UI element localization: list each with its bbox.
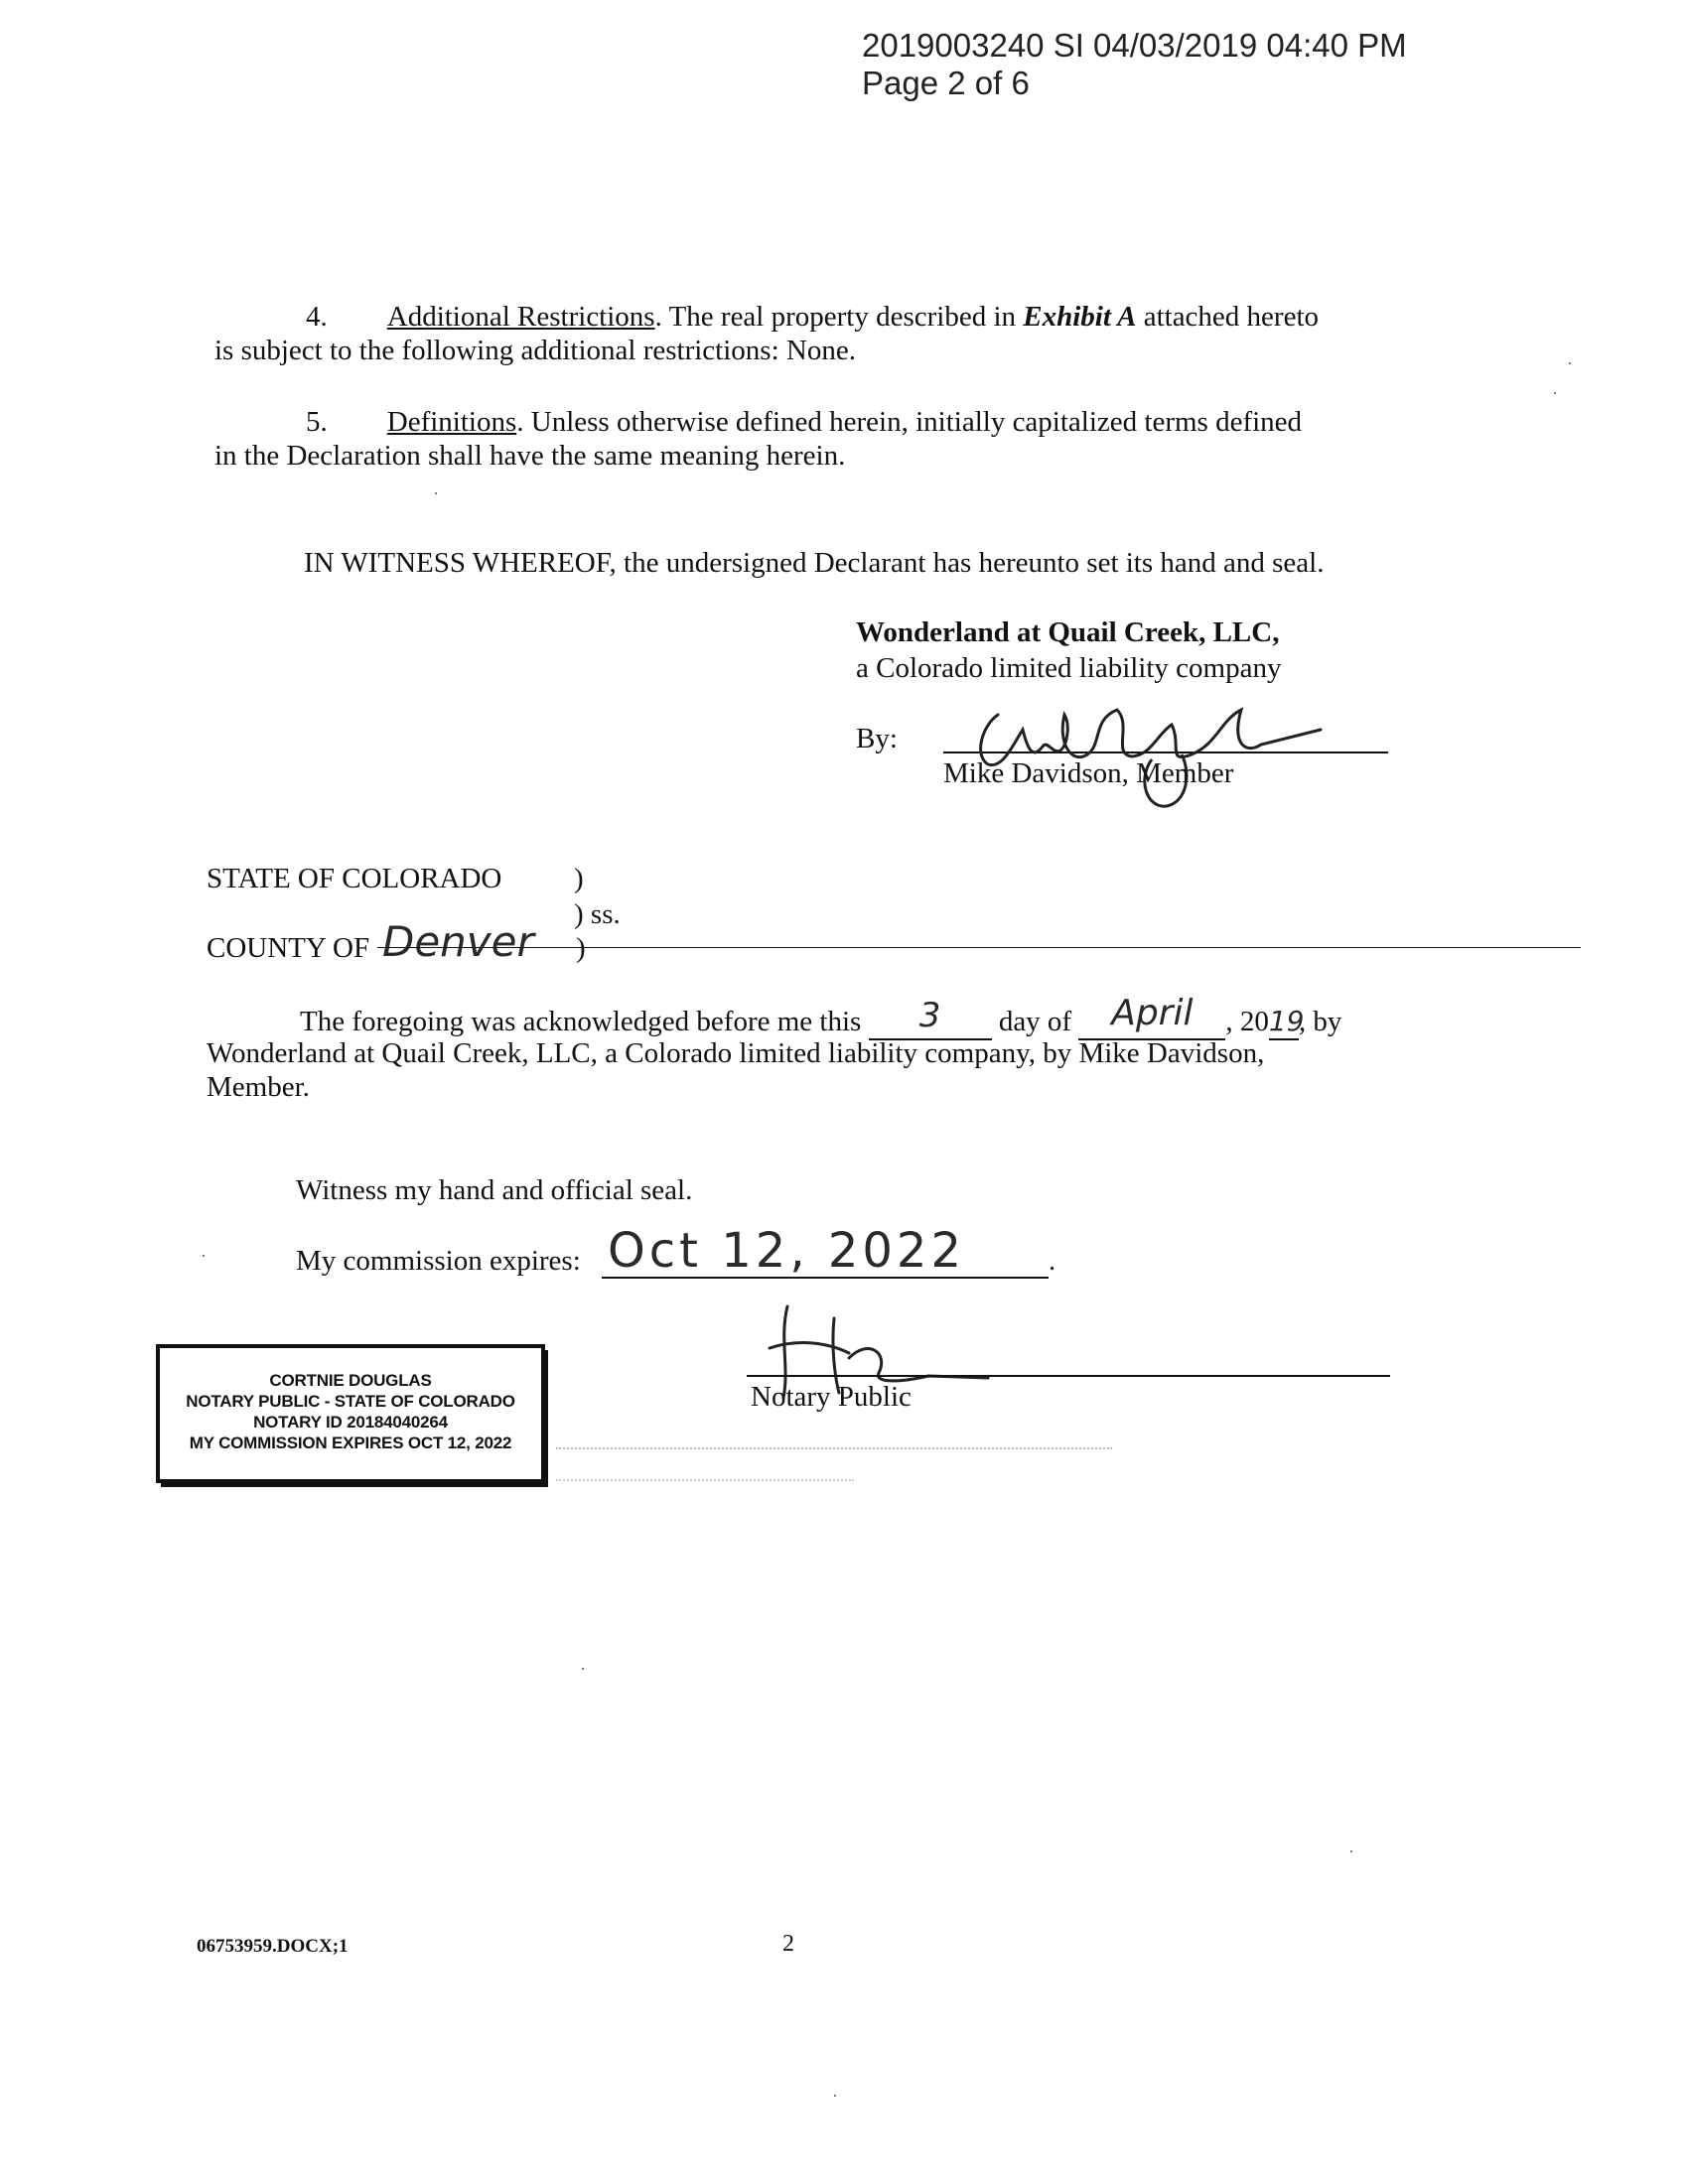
ack-text-c: , 20: [1225, 1006, 1269, 1037]
section-4-text-a: . The real property described in: [654, 301, 1024, 333]
entity-name: Wonderland at Quail Creek, LLC,: [856, 616, 1280, 648]
notary-seal-stamp: [156, 1344, 545, 1483]
page-count: Page 2 of 6: [862, 65, 1030, 101]
venue-county-label: COUNTY OF: [207, 932, 370, 964]
county-handwritten: Denver: [382, 917, 534, 966]
venue-ss: ) ss.: [574, 898, 621, 930]
section-5-line-2: in the Declaration shall have the same meaning herein.: [214, 440, 846, 472]
acknowledgment-line-3: Member.: [207, 1071, 310, 1103]
section-5-line-1: [306, 405, 1302, 439]
section-5-heading: Definitions: [386, 406, 517, 438]
section-5-text: . Unless otherwise defined herein, initially capitalized terms defined: [516, 406, 1303, 438]
recording-number: 2019003240 SI 04/03/2019 04:40 PM: [862, 27, 1407, 64]
faint-scan-noise: [556, 1447, 1112, 1451]
notary-seal-expiration: MY COMMISSION EXPIRES OCT 12, 2022: [189, 1433, 512, 1452]
ack-month-field: [1078, 993, 1225, 1040]
notary-seal-title: NOTARY PUBLIC - STATE OF COLORADO: [186, 1392, 515, 1411]
section-5-number: 5.: [306, 406, 328, 438]
commission-expires-label: My commission expires:: [296, 1245, 581, 1277]
scan-speck: [203, 1255, 205, 1257]
commission-date-handwritten: Oct 12, 2022: [608, 1223, 965, 1279]
acknowledgment-line-2: Wonderland at Quail Creek, LLC, a Colorado limited liability company, by Mike Davidson,: [207, 1037, 1265, 1069]
notary-public-label: Notary Public: [751, 1381, 912, 1413]
notary-seal-name: CORTNIE DOUGLAS: [269, 1371, 432, 1390]
venue-paren-bottom: ): [576, 932, 586, 964]
ack-text-a: The foregoing was acknowledged before me this: [300, 1006, 862, 1037]
scan-speck: [834, 2095, 836, 2097]
declarant-signature-image: [943, 685, 1360, 814]
venue-paren-top: ): [574, 863, 584, 894]
commission-period: .: [1049, 1245, 1056, 1277]
entity-type: a Colorado limited liability company: [856, 652, 1282, 684]
notary-signature-line: [747, 1375, 1390, 1377]
section-4-heading: Additional Restrictions: [386, 301, 655, 333]
ack-day-handwritten: 3: [918, 996, 941, 1035]
scan-speck: [582, 1668, 584, 1670]
exhibit-a-reference: Exhibit A: [1023, 301, 1137, 333]
footer-doc-id: 06753959.DOCX;1: [197, 1936, 349, 1957]
section-4-line-2: is subject to the following additional restrictions: None.: [214, 335, 856, 366]
witness-clause: IN WITNESS WHEREOF, the undersigned Declarant has hereunto set its hand and seal.: [304, 547, 1325, 579]
venue-rule: [377, 947, 1581, 948]
ack-text-d: , by: [1298, 1006, 1342, 1037]
ack-day-field: [869, 996, 992, 1040]
by-label: By:: [856, 723, 898, 754]
scan-speck: [1350, 1850, 1352, 1852]
witness-hand-seal: Witness my hand and official seal.: [296, 1174, 693, 1206]
acknowledgment-line-1: [300, 993, 1342, 1040]
signer-name: Mike Davidson, Member: [943, 757, 1234, 789]
ack-month-handwritten: April: [1111, 993, 1194, 1033]
ack-year-handwritten: 19: [1268, 1005, 1305, 1037]
section-4-number: 4.: [306, 301, 328, 333]
scan-speck: [1569, 362, 1571, 364]
ack-year-field: [1268, 1005, 1305, 1040]
scan-speck: [1554, 392, 1556, 394]
section-4-line-1: [306, 300, 1319, 334]
ack-text-b: day of: [998, 1006, 1072, 1037]
faint-scan-noise: [556, 1479, 854, 1483]
venue-state: STATE OF COLORADO: [207, 863, 502, 894]
footer-page-number: 2: [782, 1931, 794, 1957]
scan-speck: [435, 492, 437, 494]
section-4-text-b: attached hereto: [1136, 301, 1320, 333]
notary-seal-id: NOTARY ID 20184040264: [253, 1413, 448, 1432]
